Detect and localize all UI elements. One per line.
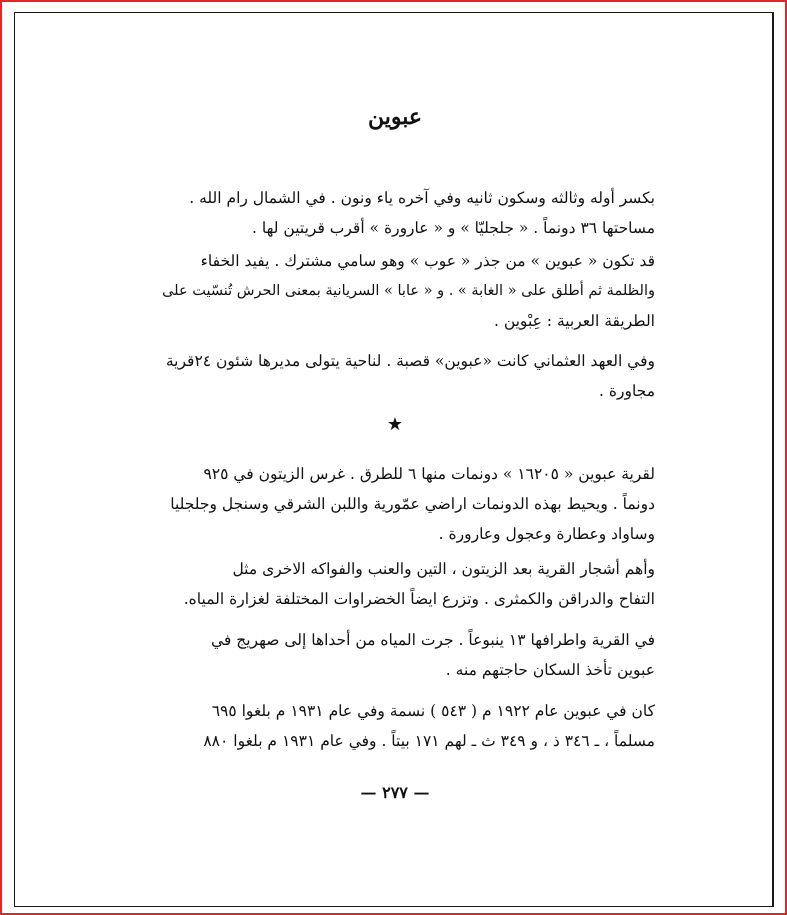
- text-line: قد تكون « عبوين » من جذر « عوب » وهو سامي مشترك . يفيد الخفاء: [200, 252, 655, 270]
- text-line: لقرية عبوين « ١٦٢٠٥ » دونمات منها ٦ للطرق . غرس الزيتون في ٩٢٥: [203, 465, 655, 483]
- text-line: دونماً . ويحيط بهذه الدونمات اراضي عمّورية واللبن الشرقي وسنجل وجلجليا: [170, 495, 655, 513]
- text-line: مسلماً ، ـ ٣٤٦ ذ ، و ٣٤٩ ث ـ لهم ١٧١ بيتاً . وفي عام ١٩٣١ م بلغوا ٨٨٠: [203, 732, 655, 750]
- page-title: عبوين: [367, 104, 422, 130]
- text-line: وساواد وعطارة وعجول وعارورة .: [438, 525, 655, 543]
- text-line: في القرية واطرافها ١٣ ينبوعاً . جرت المياه من أحداها إلى صهريج في: [210, 631, 655, 649]
- paragraph-4: [147, 459, 655, 549]
- text-line: التفاح والدراقن والكمثرى . وتزرع ايضاً الخضراوات المختلفة لغزارة المياه.: [183, 590, 655, 608]
- text-line: الطريقة العربية : عِبْوين .: [493, 312, 655, 330]
- book-page: [14, 12, 774, 907]
- paragraph-7: [147, 696, 655, 756]
- text-line: وفي العهد العثماني كانت «عبوين» قصبة . لناحية يتولى مديرها شئون ٢٤قرية: [165, 352, 655, 370]
- paragraph-2: [147, 246, 655, 336]
- text-line: وأهم أشجار القرية بعد الزيتون ، التين والعنب والفواكه الاخرى مثل: [232, 560, 655, 578]
- text-line: مساحتها ٣٦ دونماً . « جلجليّا » و « عارورة » أقرب قريتين لها .: [252, 219, 655, 237]
- text-line: بكسر أوله وثالثه وسكون ثانيه وفي آخره ياء ونون . في الشمال رام الله .: [189, 189, 655, 207]
- paragraph-6: [147, 625, 655, 685]
- text-line: عبوين تأخذ السكان حاجتهم منه .: [445, 661, 655, 679]
- paragraph-3: [147, 346, 655, 406]
- page-number: — ٢٧٧ —: [360, 783, 430, 802]
- paragraph-1: [147, 183, 655, 243]
- text-line: مجاورة .: [599, 382, 655, 400]
- separator-star: ★: [386, 414, 404, 435]
- paragraph-5: [147, 554, 655, 614]
- text-line: والظلمة ثم أطلق على « الغابة » . و « عابا » السريانية بمعنى الحرش تُنسّيت على: [162, 283, 655, 299]
- text-line: كان في عبوين عام ١٩٢٢ م ( ٥٤٣ ) نسمة وفي عام ١٩٣١ م بلغوا ٦٩٥: [211, 702, 655, 720]
